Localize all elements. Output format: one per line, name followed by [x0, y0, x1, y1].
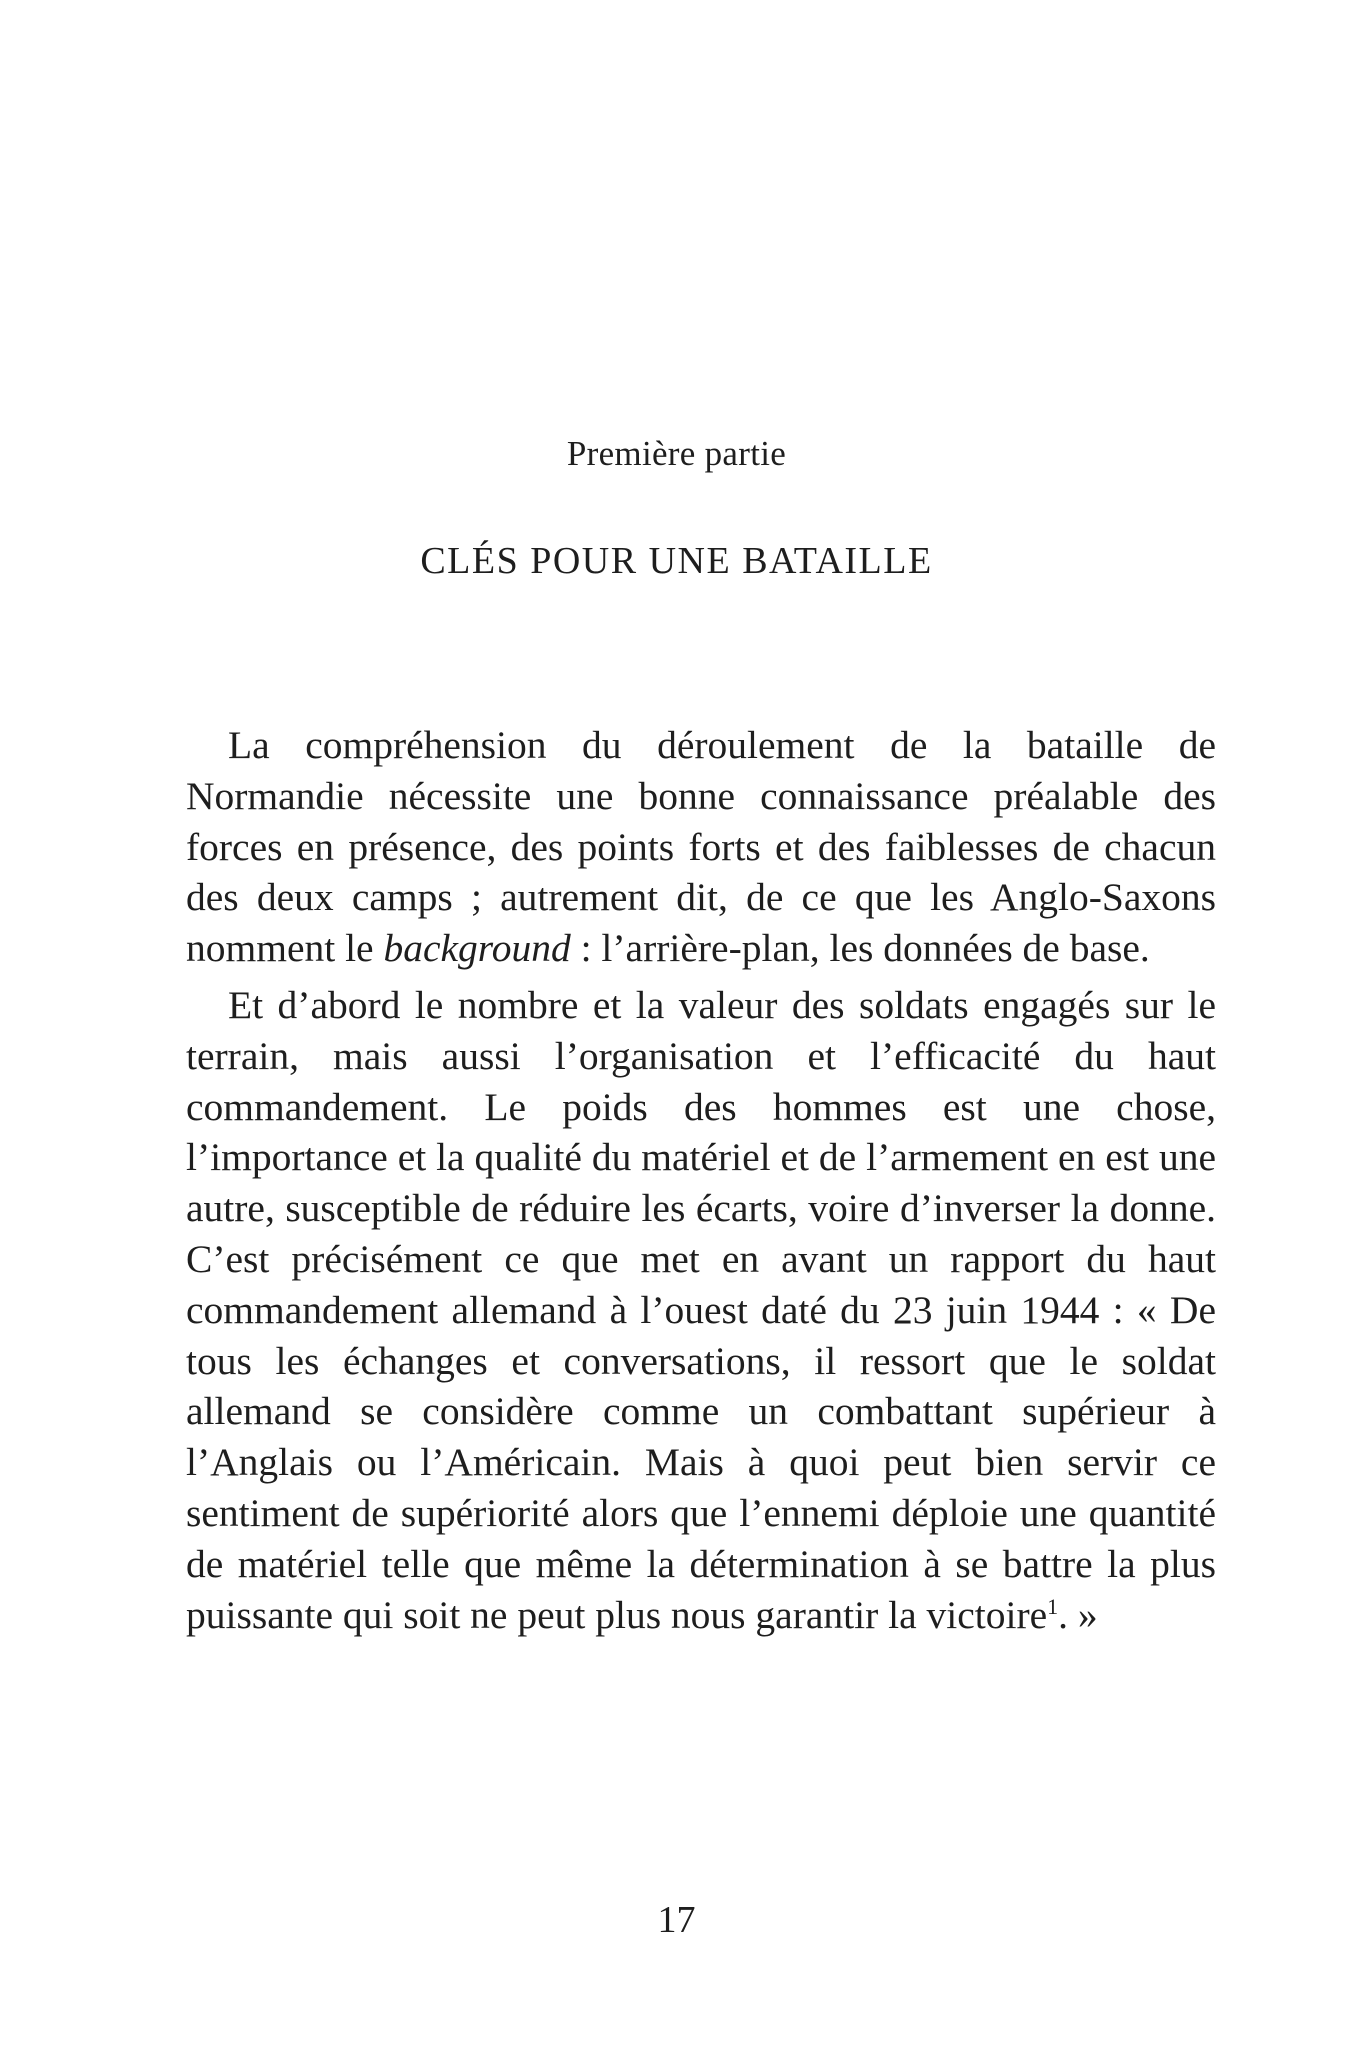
- paragraph-1-text-start: La compréhension du déroulement de la bataille de Normandie nécessite une bonne connaissance préalable des forces en présence, des points forts et des faiblesses de chacun des deux camps ; autrement dit, de ce que les Anglo-Saxons nomment le: [186, 723, 1216, 971]
- paragraph-2-text: Et d’abord le nombre et la valeur des soldats engagés sur le terrain, mais aussi l’organisation et l’efficacité du haut commandement. Le poids des hommes est une chose, l’importance et la qualité du matériel et de l’armement en est une autre, susceptible de réduire les écarts, voire d’inverser la donne. C’est précisément ce que met en avant un rapport du haut commandement allemand à l’ouest daté du 23 juin 1944 : « De tous les échanges et conversations, il ressort que le soldat allemand se considère comme un combattant supérieur à l’Anglais ou l’Américain. Mais à quoi peut bien servir ce sentiment de supériorité alors que l’ennemi déploie une quantité de matériel telle que même la détermination à se battre la plus puissante qui soit ne peut plus nous garantir la victoire: [186, 982, 1216, 1637]
- part-label: Première partie: [566, 434, 787, 473]
- footnote-ref: 1: [1047, 1593, 1059, 1619]
- paragraph-2-closing: . »: [1058, 1592, 1098, 1637]
- body-text: [186, 720, 1216, 1640]
- paragraph-2: [186, 980, 1216, 1640]
- paragraph-1-text-end: : l’arrière-plan, les données de base.: [570, 926, 1150, 971]
- part-title: CLÉS POUR UNE BATAILLE: [420, 540, 933, 582]
- page-number: 17: [657, 1899, 696, 1941]
- paragraph-1: [186, 720, 1216, 974]
- italic-term: background: [383, 926, 571, 971]
